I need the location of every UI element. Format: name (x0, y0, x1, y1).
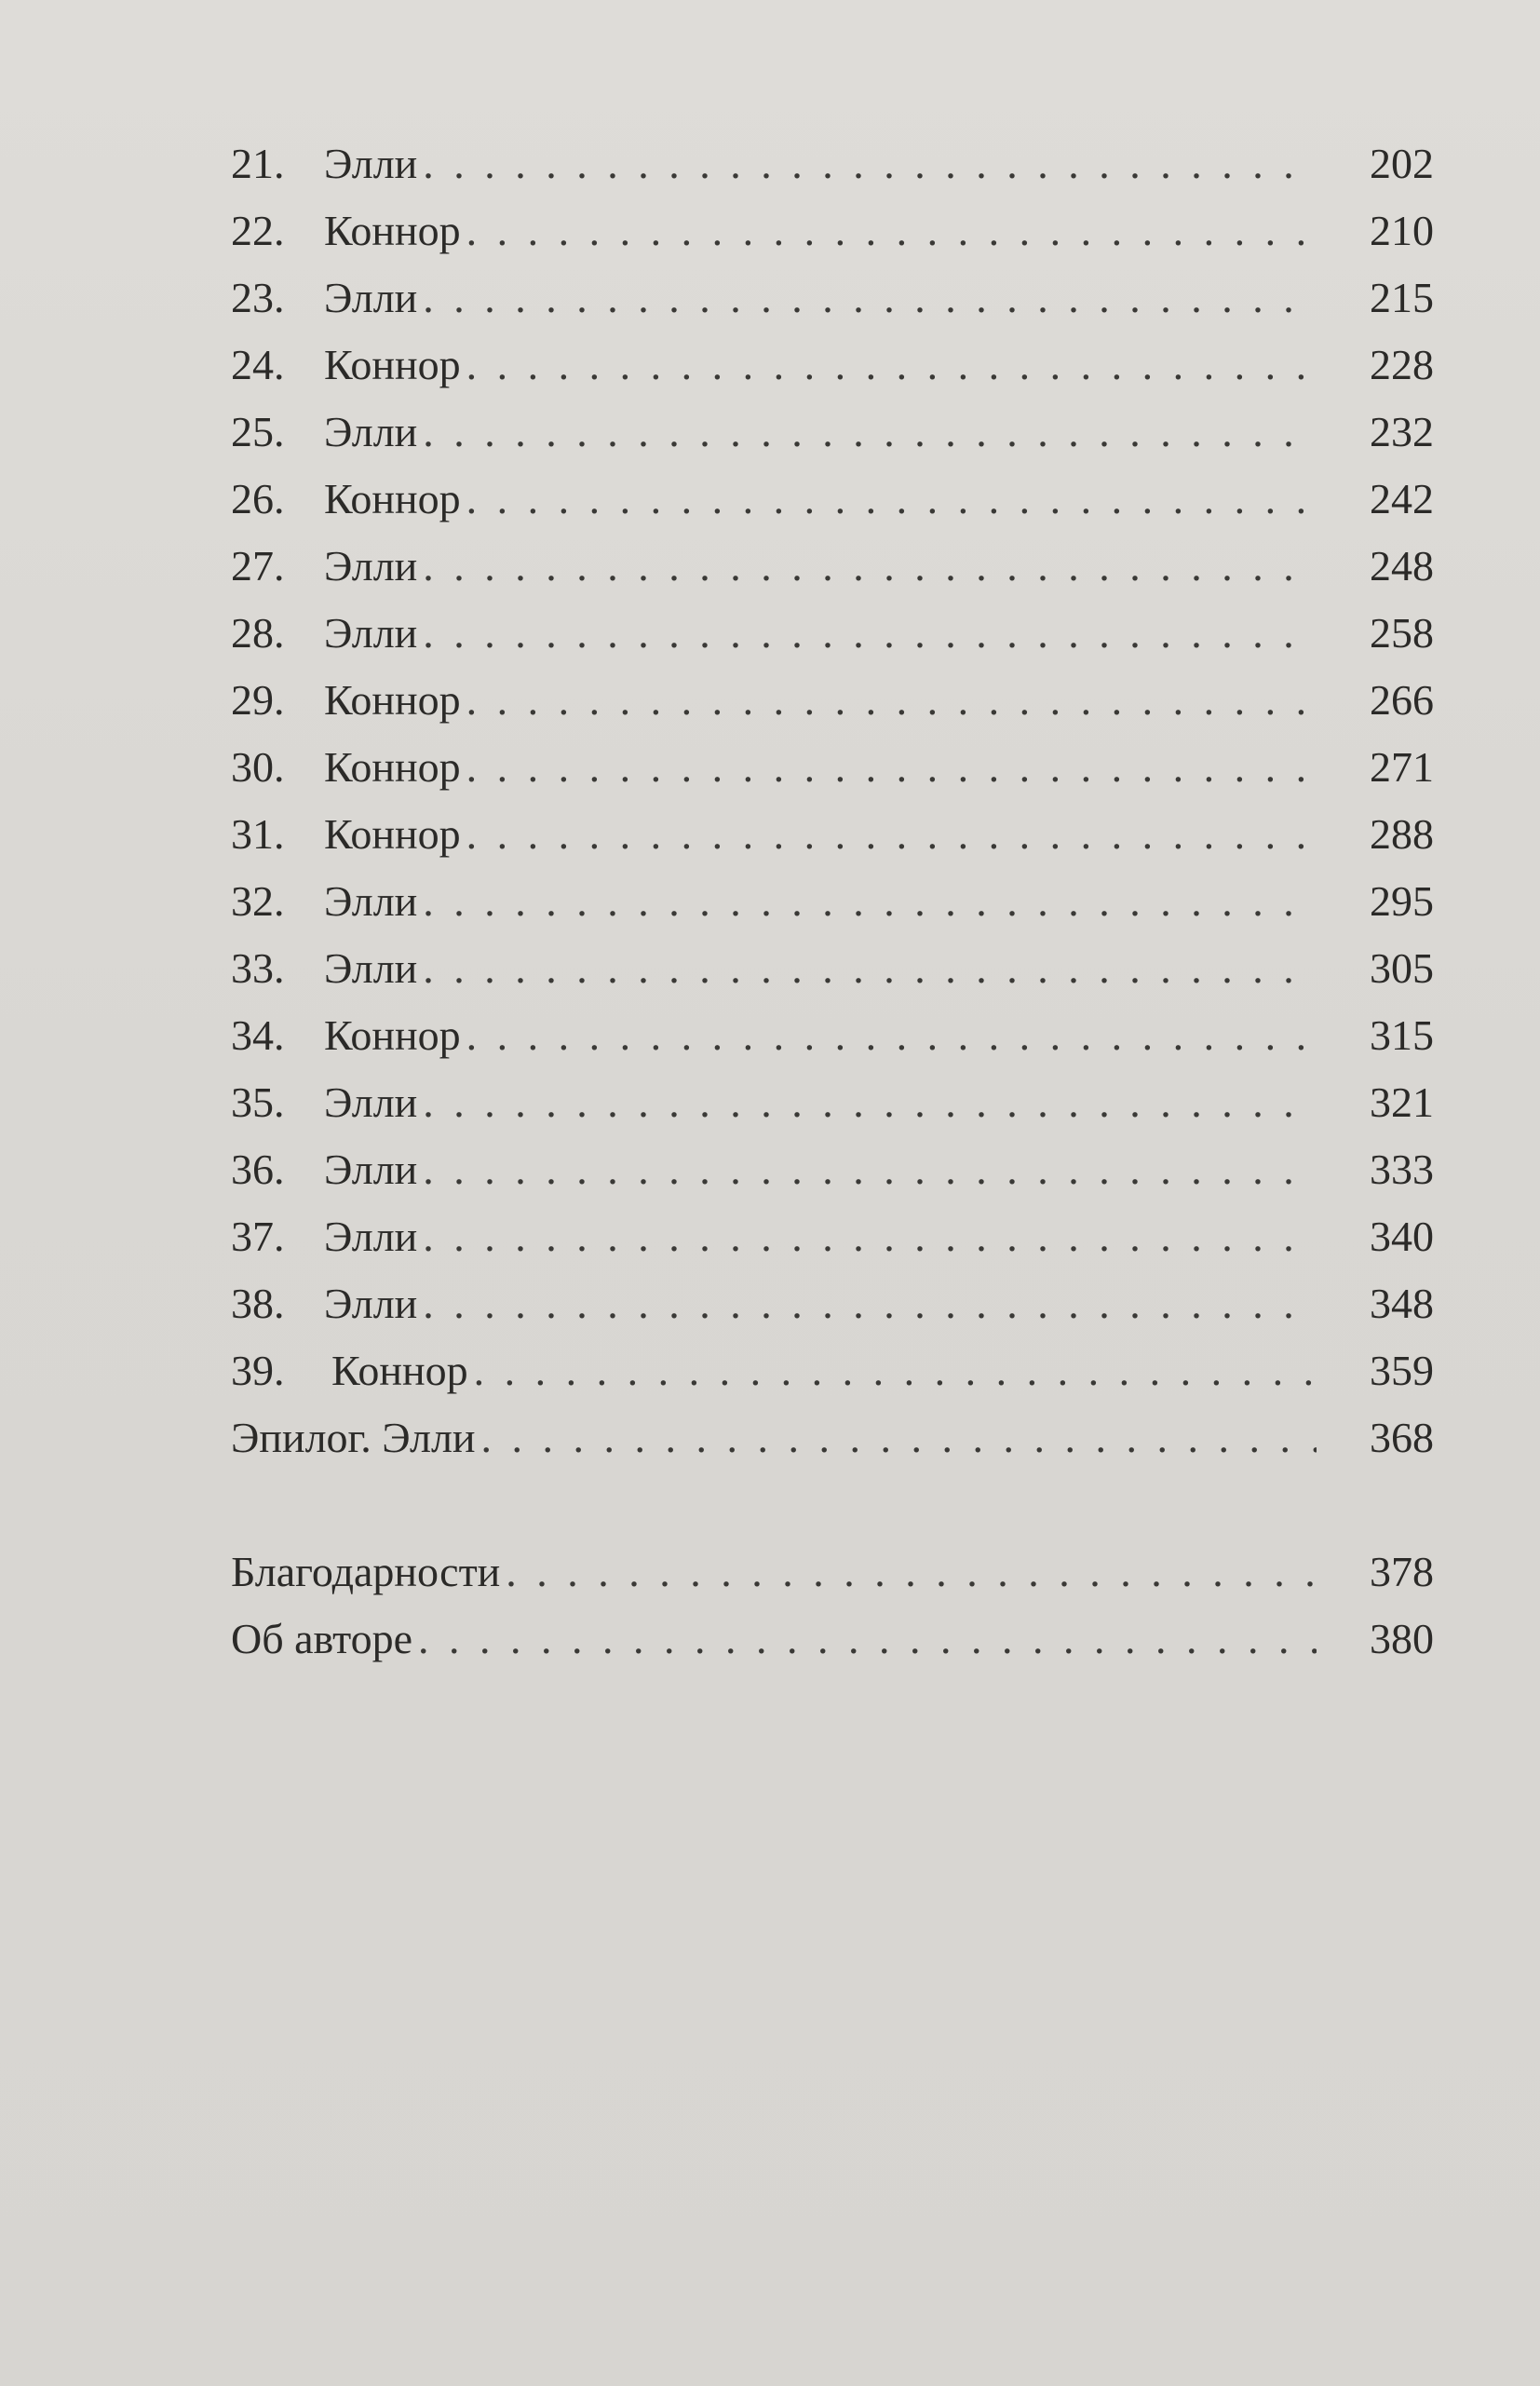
dot-leader (474, 1337, 1317, 1404)
toc-entry (231, 533, 1434, 600)
page-number: 266 (1370, 676, 1434, 724)
dot-leader (423, 600, 1317, 667)
toc-entry (231, 667, 1434, 734)
chapter-title: Элли (324, 944, 418, 992)
chapter-number: 24. (231, 341, 285, 388)
chapter-number: 38. (231, 1280, 285, 1327)
page-number: 348 (1370, 1280, 1434, 1327)
dot-leader (423, 264, 1317, 332)
dot-leader (418, 1606, 1317, 1673)
page-number: 321 (1370, 1078, 1434, 1126)
dot-leader (423, 1203, 1317, 1270)
chapter-title: Элли (324, 877, 418, 925)
page-number: 378 (1370, 1548, 1434, 1595)
dot-leader (423, 1270, 1317, 1337)
chapter-title: Элли (324, 542, 418, 590)
table-of-contents (231, 130, 1434, 1673)
page-number: 288 (1370, 810, 1434, 858)
chapter-number: 29. (231, 676, 285, 724)
page-number: 210 (1370, 207, 1434, 254)
chapter-title: Коннор (331, 1347, 468, 1394)
chapter-title: Коннор (324, 743, 461, 791)
page-number: 228 (1370, 341, 1434, 388)
dot-leader (506, 1539, 1317, 1606)
chapter-title: Элли (324, 1078, 418, 1126)
chapter-title: Коннор (324, 475, 461, 522)
toc-entry (231, 1337, 1434, 1404)
chapter-number: 31. (231, 810, 285, 858)
toc-entry (231, 264, 1434, 332)
chapter-number: 21. (231, 140, 285, 187)
toc-entry-acknowledgements (231, 1539, 1434, 1606)
dot-leader (466, 1002, 1317, 1069)
dot-leader (466, 332, 1317, 399)
dot-leader (423, 1069, 1317, 1136)
toc-entry (231, 935, 1434, 1002)
chapter-number: 23. (231, 274, 285, 321)
chapter-title: Элли (324, 1146, 418, 1193)
chapter-number: 34. (231, 1011, 285, 1059)
dot-leader (423, 935, 1317, 1002)
chapter-number: 35. (231, 1078, 285, 1126)
toc-entry (231, 868, 1434, 935)
chapter-title: Коннор (324, 341, 461, 388)
chapter-title: Коннор (324, 207, 461, 254)
dot-leader (423, 1136, 1317, 1203)
toc-entry (231, 399, 1434, 466)
dot-leader (423, 533, 1317, 600)
chapter-number: 39. (231, 1347, 285, 1394)
page-number: 295 (1370, 877, 1434, 925)
about-author-title: Об авторе (231, 1615, 413, 1662)
chapter-title: Элли (324, 408, 418, 455)
toc-entry (231, 1270, 1434, 1337)
page-number: 315 (1370, 1011, 1434, 1059)
chapter-number: 26. (231, 475, 285, 522)
dot-leader (466, 466, 1317, 533)
page-number: 368 (1370, 1414, 1434, 1461)
chapter-title: Элли (324, 1280, 418, 1327)
toc-entry-about-author (231, 1606, 1434, 1673)
section-spacer (231, 1471, 1434, 1539)
page-number: 333 (1370, 1146, 1434, 1193)
dot-leader (466, 667, 1317, 734)
chapter-title: Коннор (324, 676, 461, 724)
page-number: 305 (1370, 944, 1434, 992)
page-number: 242 (1370, 475, 1434, 522)
toc-entry (231, 801, 1434, 868)
toc-entry (231, 600, 1434, 667)
chapter-number: 37. (231, 1213, 285, 1260)
toc-entry-epilogue (231, 1404, 1434, 1471)
toc-entry (231, 734, 1434, 801)
toc-entry (231, 130, 1434, 197)
chapter-number: 28. (231, 609, 285, 657)
toc-entry (231, 1002, 1434, 1069)
dot-leader (466, 734, 1317, 801)
chapter-number: 30. (231, 743, 285, 791)
chapter-number: 27. (231, 542, 285, 590)
toc-entry (231, 1136, 1434, 1203)
chapter-number: 25. (231, 408, 285, 455)
epilogue-title: Эпилог. Элли (231, 1414, 476, 1461)
page-number: 258 (1370, 609, 1434, 657)
chapter-number: 33. (231, 944, 285, 992)
chapter-number: 22. (231, 207, 285, 254)
page-number: 202 (1370, 140, 1434, 187)
dot-leader (481, 1404, 1317, 1471)
page-number: 271 (1370, 743, 1434, 791)
chapter-title: Коннор (324, 1011, 461, 1059)
page-number: 248 (1370, 542, 1434, 590)
page-number: 359 (1370, 1347, 1434, 1394)
toc-entry (231, 1069, 1434, 1136)
chapter-title: Элли (324, 140, 418, 187)
chapter-number: 36. (231, 1146, 285, 1193)
toc-entry (231, 332, 1434, 399)
toc-entry (231, 1203, 1434, 1270)
chapter-title: Элли (324, 1213, 418, 1260)
page-number: 380 (1370, 1615, 1434, 1662)
dot-leader (466, 801, 1317, 868)
chapter-number: 32. (231, 877, 285, 925)
toc-entry (231, 466, 1434, 533)
chapter-title: Элли (324, 274, 418, 321)
toc-entry (231, 197, 1434, 264)
chapter-title: Коннор (324, 810, 461, 858)
page-number: 232 (1370, 408, 1434, 455)
acknowledgements-title: Благодарности (231, 1548, 501, 1595)
dot-leader (466, 197, 1317, 264)
chapter-title: Элли (324, 609, 418, 657)
dot-leader (423, 399, 1317, 466)
page-number: 215 (1370, 274, 1434, 321)
dot-leader (423, 868, 1317, 935)
dot-leader (423, 130, 1317, 197)
page-number: 340 (1370, 1213, 1434, 1260)
